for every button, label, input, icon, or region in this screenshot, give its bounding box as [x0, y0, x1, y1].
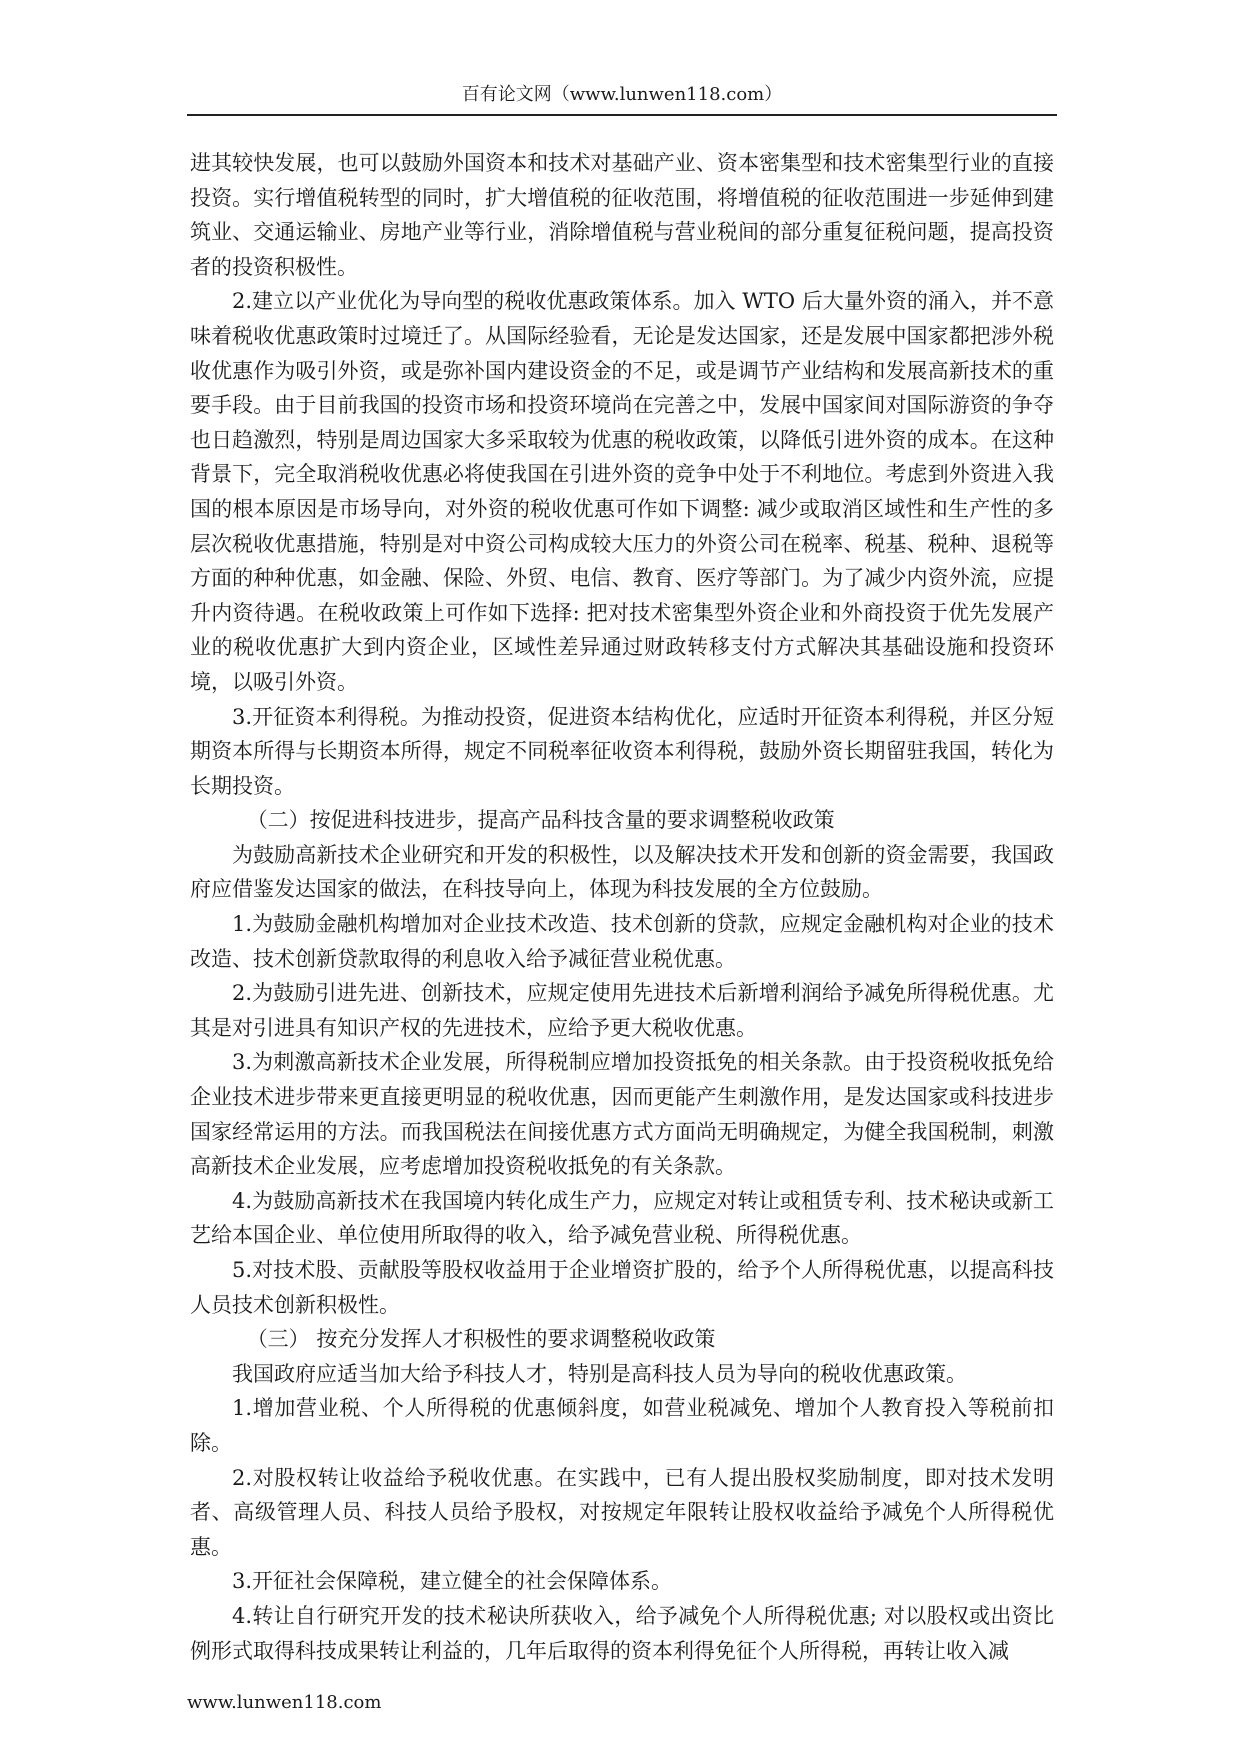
paragraph: 5.对技术股、贡献股等股权收益用于企业增资扩股的，给予个人所得税优惠，以提高科技人员技术创新积极性。 [190, 1258, 1054, 1317]
paragraph: 4.为鼓励高新技术在我国境内转化成生产力，应规定对转让或租赁专利、技术秘诀或新工艺给本国企业、单位使用所取得的收入，给予减免营业税、所得税优惠。 [190, 1188, 1054, 1248]
page-footer: www.lunwen118.com [187, 1692, 382, 1713]
paragraph: 3.为刺激高新技术企业发展，所得税制应增加投资抵免的相关条款。由于投资税收抵免给企业技术进步带来更直接更明显的税收优惠，因而更能产生刺激作用，是发达国家或科技进步国家经常运用的方法。而我国税法在间接优惠方式方面尚无明确规定，为健全我国税制，刺激高新技术企业发展，应考虑增加投资税收抵免的有关条款。 [190, 1050, 1054, 1179]
paragraph: 2.建立以产业优化为导向型的税收优惠政策体系。加入 WTO 后大量外资的涌入，并不意味着税收优惠政策时过境迁了。从国际经验看，无论是发达国家，还是发展中国家都把涉外税收优惠作为吸引外资，或是弥补国内建设资金的不足，或是调节产业结构和发展高新技术的重要手段。由于目前我国的投资市场和投资环境尚在完善之中，发展中国家间对国际游资的争夺也日趋激烈，特别是周边国家大多采取较为优惠的税收政策，以降低引进外资的成本。在这种背景下，完全取消税收优惠必将使我国在引进外资的竞争中处于不利地位。考虑到外资进入我国的根本原因是市场导向，对外资的税收优惠可作如下调整: 减少或取消区域性和生产性的多层次税收优惠措施，特别是对中资公司构成较大压力的外资公司在税率、税基、税种、退税等方面的种种优惠，如金融、保险、外贸、电信、教育、医疗等部门。为了减少内资外流，应提升内资待遇。在税收政策上可作如下选择: 把对技术密集型外资企业和外商投资于优先发展产业的税收优惠扩大到内资企业，区域性差异通过财政转移支付方式解决其基础设施和投资环境，以吸引外资。 [190, 289, 1054, 694]
paragraph: 我国政府应适当加大给予科技人才，特别是高科技人员为导向的税收优惠政策。 [232, 1361, 967, 1386]
paragraph: 3.开征资本利得税。为推动投资，促进资本结构优化，应适时开征资本利得税，并区分短期资本所得与长期资本所得，规定不同税率征收资本利得税，鼓励外资长期留驻我国，转化为长期投资。 [190, 704, 1054, 798]
section-heading: （二）按促进科技进步，提高产品科技含量的要求调整税收政策 [246, 808, 835, 833]
paragraph: 4.转让自行研究开发的技术秘诀所获收入，给予减免个人所得税优惠; 对以股权或出资比例形式取得科技成果转让利益的，几年后取得的资本利得免征个人所得税，再转让收入减 [190, 1603, 1054, 1663]
paragraph: 2.对股权转让收益给予税收优惠。在实践中，已有人提出股权奖励制度，即对技术发明者、高级管理人员、科技人员给予股权，对按规定年限转让股权收益给予减免个人所得税优惠。 [190, 1465, 1054, 1559]
header-divider [187, 114, 1057, 116]
page-header: 百有论文网（www.lunwen118.com） [461, 84, 783, 105]
document-body [190, 146, 1054, 1668]
paragraph: 进其较快发展，也可以鼓励外国资本和技术对基础产业、资本密集型和技术密集型行业的直接投资。实行增值税转型的同时，扩大增值税的征收范围，将增值税的征收范围进一步延伸到建筑业、交通运输业、房地产业等行业，消除增值税与营业税间的部分重复征税问题，提高投资者的投资积极性。 [190, 151, 1054, 279]
paragraph: 1.为鼓励金融机构增加对企业技术改造、技术创新的贷款，应规定金融机构对企业的技术改造、技术创新贷款取得的利息收入给予减征营业税优惠。 [190, 912, 1054, 971]
paragraph: 2.为鼓励引进先进、创新技术，应规定使用先进技术后新增利润给予减免所得税优惠。尤其是对引进具有知识产权的先进技术，应给予更大税收优惠。 [190, 981, 1054, 1040]
section-heading: （三） 按充分发挥人才积极性的要求调整税收政策 [246, 1327, 716, 1352]
paragraph: 为鼓励高新技术企业研究和开发的积极性，以及解决技术开发和创新的资金需要，我国政府应借鉴发达国家的做法，在科技导向上，体现为科技发展的全方位鼓励。 [190, 842, 1054, 902]
paragraph: 3.开征社会保障税，建立健全的社会保障体系。 [232, 1569, 673, 1594]
paragraph: 1.增加营业税、个人所得税的优惠倾斜度，如营业税减免、增加个人教育投入等税前扣除。 [190, 1396, 1054, 1455]
